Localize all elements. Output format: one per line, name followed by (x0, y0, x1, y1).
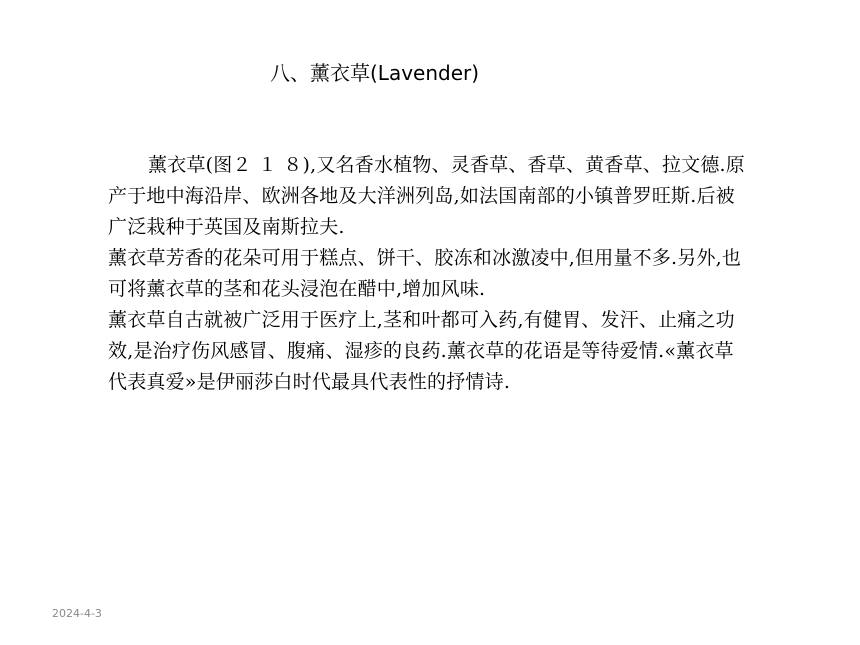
paragraph-medical-use: 薰衣草自古就被广泛用于医疗上,茎和叶都可入药,有健胃、发汗、止痛之功效,是治疗伤风感冒、腹痛、湿疹的良药.薰衣草的花语是等待爱情.«薰衣草代表真爱»是伊丽莎白时代最具代表性的抒情诗. (108, 309, 735, 393)
footer-date: 2024-4-3 (52, 607, 102, 620)
paragraph-introduction: 薰衣草(图２ １ ８),又名香水植物、灵香草、香草、黄香草、拉文德.原产于地中海沿岸、欧洲各地及大洋洲列岛,如法国南部的小镇普罗旺斯.后被广泛栽种于英国及南斯拉夫. (108, 154, 745, 238)
slide-title: 八、薰衣草(Lavender) (270, 61, 480, 85)
paragraph-culinary-use: 薰衣草芳香的花朵可用于糕点、饼干、胶冻和冰激凌中,但用量不多.另外,也可将薰衣草的茎和花头浸泡在醋中,增加风味. (108, 247, 742, 300)
body-text (108, 150, 748, 398)
